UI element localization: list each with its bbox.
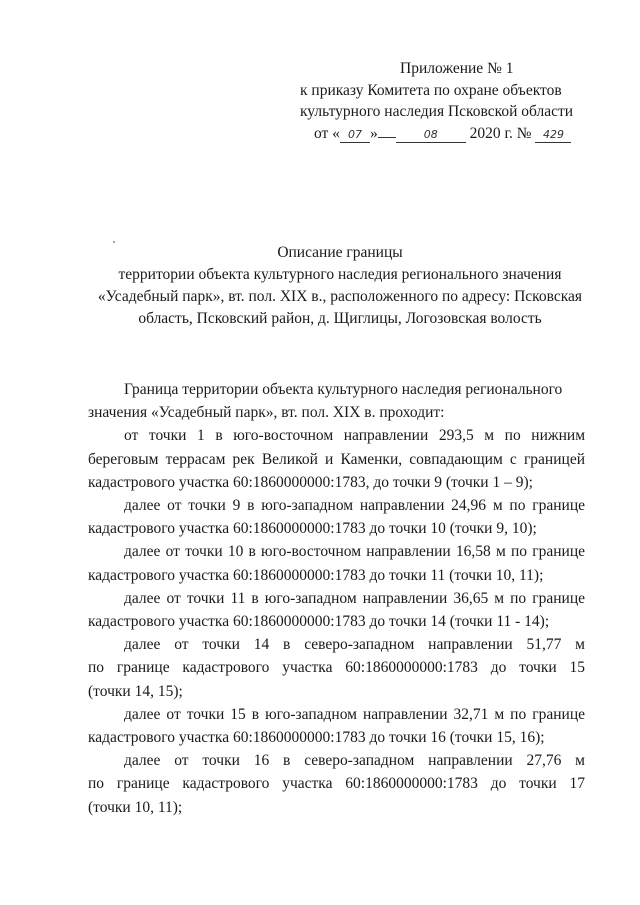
p5-line-2: по границе кадастрового участка 60:1860000000:1783 до точки 15 (88, 659, 585, 677)
p5-line-3: (точки 14, 15); (88, 682, 183, 700)
handwritten-month: 08 (396, 128, 466, 143)
document-title (80, 242, 600, 330)
intro-line-2: значения «Усадебный парк», вт. пол. XIX в. проходит: (88, 404, 445, 422)
intro-line-1 (88, 378, 585, 401)
handwritten-day: 07 (340, 128, 370, 143)
appendix-order-line: к приказу Комитета по охране объектов (300, 81, 562, 99)
p2-line-2: кадастрового участка 60:1860000000:1783 до точки 10 (точки 9, 10); (88, 520, 537, 538)
p6-line-1: далее от точки 15 в юго-западном направлении 32,71 м по границе (124, 705, 585, 723)
p7-line-2: по границе кадастрового участка 60:1860000000:1783 до точки 17 (88, 775, 585, 793)
intro-text-1: Граница территории объекта культурного наследия регионального (124, 381, 563, 398)
date-prefix: от « (314, 124, 340, 142)
date-year-number: 2020 г. № (469, 124, 532, 142)
date-underline (378, 124, 396, 138)
p1-line-2: береговым террасам рек Великой и Каменки, совпадающим с границей (88, 450, 585, 468)
appendix-committee-line: культурного наследия Псковской области (300, 103, 574, 120)
p5-line-1: далее от точки 14 в северо-западном направлении 51,77 м (124, 636, 585, 654)
p3-line-1: далее от точки 10 в юго-восточном направлении 16,58 м по границе (124, 543, 585, 561)
document-body (88, 378, 585, 819)
title-line-2: территории объекта культурного наследия регионального значения (118, 266, 562, 283)
p6-line-2: кадастрового участка 60:1860000000:1783 до точки 16 (точки 15, 16); (88, 729, 545, 747)
title-line-3: «Усадебный парк», вт. пол. XIX в., расположенного по адресу: Псковская (97, 288, 583, 305)
p4-line-2: кадастрового участка 60:1860000000:1783 до точки 14 (точки 11 - 14); (88, 613, 550, 631)
p4-line-1: далее от точки 11 в юго-западном направлении 36,65 м по границе (124, 589, 585, 607)
p3-line-2: кадастрового участка 60:1860000000:1783 до точки 11 (точки 10, 11); (88, 566, 544, 584)
title-line-1: Описание границы (277, 244, 403, 261)
p1-line-1: от точки 1 в юго-восточном направлении 293,5 м по нижним (124, 427, 585, 445)
date-mid: » (369, 124, 378, 142)
p1-line-3: кадастрового участка 60:1860000000:1783, до точки 9 (точки 1 – 9); (88, 473, 533, 491)
appendix-header (300, 58, 600, 144)
p2-line-1: далее от точки 9 в юго-западном направлении 24,96 м по границе (124, 497, 585, 515)
handwritten-order-number: 429 (535, 128, 571, 143)
p7-line-3: (точки 10, 11); (88, 798, 183, 816)
p7-line-1: далее от точки 16 в северо-западном направлении 27,76 м (124, 752, 585, 770)
title-line-4: область, Псковский район, д. Щиглицы, Логозовская волость (138, 310, 542, 327)
appendix-title: Приложение № 1 (400, 60, 514, 77)
appendix-date-line (300, 123, 600, 145)
